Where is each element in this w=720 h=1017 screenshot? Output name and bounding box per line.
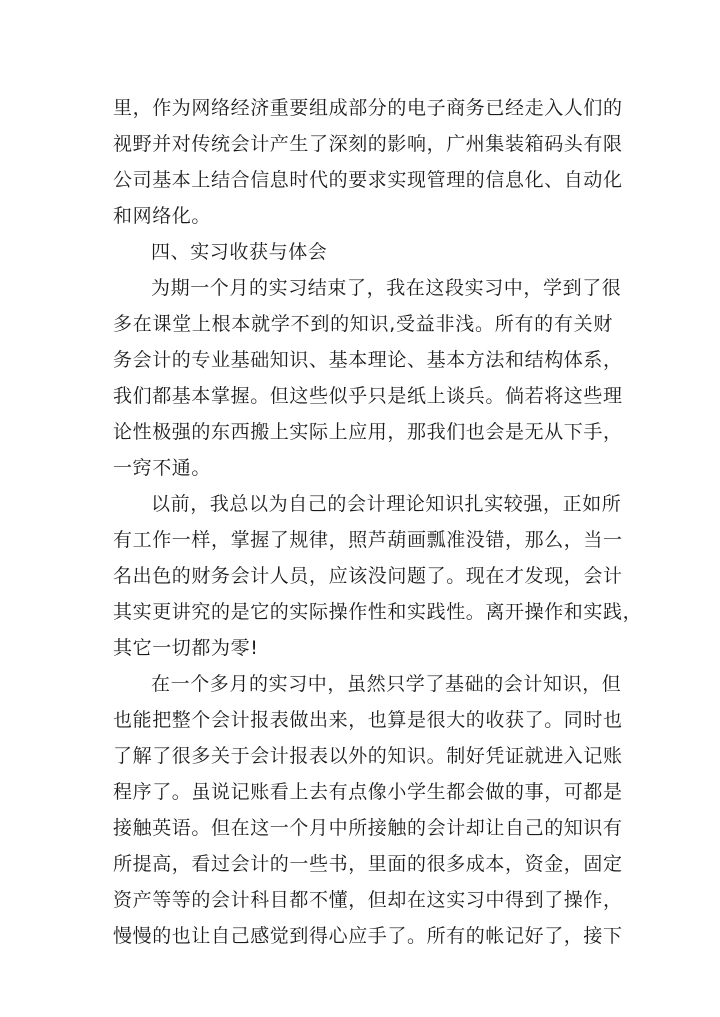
body-text <box>113 90 643 954</box>
text-line: 论性极强的东西搬上实际上应用，那我们也会是无从下手， <box>113 421 623 443</box>
text-line: 里，作为网络经济重要组成部分的电子商务已经走入人们的 <box>113 97 623 119</box>
text-line: 多在课堂上根本就学不到的知识,受益非浅。所有的有关财 <box>113 313 613 335</box>
text-line: 和网络化。 <box>113 205 212 227</box>
text-line: 了解了很多关于会计报表以外的知识。制好凭证就进入记账 <box>113 745 623 767</box>
text-line: 有工作一样，掌握了规律，照芦葫画瓢准没错，那么，当一 <box>113 529 623 551</box>
text-line: 程序了。虽说记账看上去有点像小学生都会做的事，可都是 <box>113 781 623 803</box>
paragraph-first-line: 在一个多月的实习中，虽然只学了基础的会计知识，但 <box>151 673 622 695</box>
text-line: 慢慢的也让自己感觉到得心应手了。所有的帐记好了，接下 <box>113 925 623 947</box>
section-heading: 四、实习收获与体会 <box>151 241 328 263</box>
text-line: 我们都基本掌握。但这些似乎只是纸上谈兵。倘若将这些理 <box>113 385 623 407</box>
paragraph-first-line: 以前，我总以为自己的会计理论知识扎实较强，正如所 <box>151 493 622 515</box>
text-line: 其实更讲究的是它的实际操作性和实践性。离开操作和实践， <box>113 601 643 623</box>
text-line: 资产等等的会计科目都不懂，但却在这实习中得到了操作， <box>113 889 623 911</box>
text-line: 公司基本上结合信息时代的要求实现管理的信息化、自动化 <box>113 169 623 191</box>
text-line: 名出色的财务会计人员，应该没问题了。现在才发现，会计 <box>113 565 623 587</box>
text-line: 接触英语。但在这一个月中所接触的会计却让自己的知识有 <box>113 817 623 839</box>
text-line: 其它一切都为零! <box>113 637 259 659</box>
text-line: 务会计的专业基础知识、基本理论、基本方法和结构体系， <box>113 349 623 371</box>
text-line: 视野并对传统会计产生了深刻的影响，广州集装箱码头有限 <box>113 133 623 155</box>
paragraph-first-line: 为期一个月的实习结束了，我在这段实习中，学到了很 <box>151 277 622 299</box>
text-line: 也能把整个会计报表做出来，也算是很大的收获了。同时也 <box>113 709 623 731</box>
text-line: 一窍不通。 <box>113 457 212 479</box>
text-line: 所提高，看过会计的一些书，里面的很多成本，资金，固定 <box>113 853 623 875</box>
